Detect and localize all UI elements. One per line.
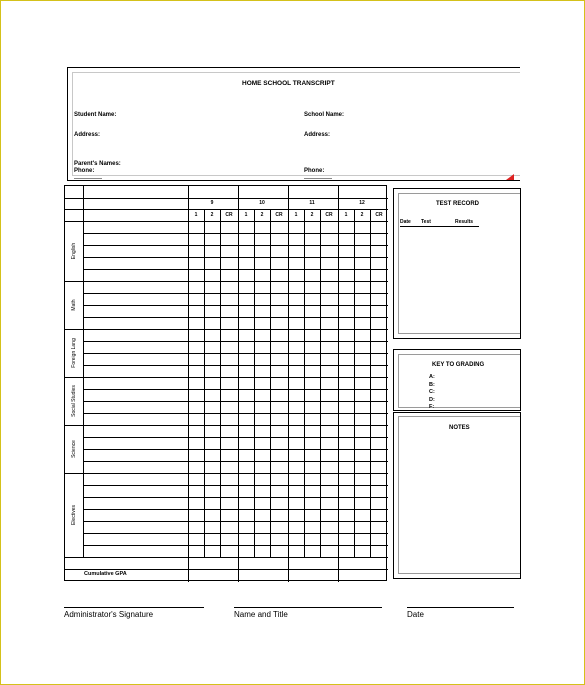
grade-key-a: A: — [429, 374, 435, 380]
table-row-line — [83, 221, 388, 222]
sub-column-line — [304, 209, 305, 557]
sub-column-2: 2 — [310, 212, 314, 218]
year-column-line — [288, 186, 289, 582]
table-row-line — [83, 437, 388, 438]
table-row-line — [83, 257, 388, 258]
sub-column-1: 1 — [294, 212, 298, 218]
header-inner-border — [72, 72, 520, 176]
sub-column-cr: CR — [225, 212, 233, 218]
sub-column-1: 1 — [194, 212, 198, 218]
administrator-signature-label: Administrator's Signature — [64, 610, 154, 619]
test-record-inner — [398, 193, 520, 334]
administrator-signature-line — [64, 607, 204, 608]
sub-column-cr: CR — [325, 212, 333, 218]
table-row-line — [83, 305, 388, 306]
sub-column-line — [270, 209, 271, 557]
table-row-line — [83, 269, 388, 270]
sub-column-line — [254, 209, 255, 557]
table-row-line — [83, 521, 388, 522]
year-header-12: 12 — [359, 200, 365, 206]
sub-column-1: 1 — [344, 212, 348, 218]
key-to-grading-panel — [393, 349, 521, 411]
date-label: Date — [407, 610, 424, 619]
field-rule-left — [74, 178, 102, 179]
table-row-line — [83, 365, 388, 366]
grade-key-c: C: — [429, 389, 435, 395]
grade-key-d: D: — [429, 396, 435, 403]
sub-column-1: 1 — [244, 212, 248, 218]
table-row-line — [83, 293, 388, 294]
grades-table — [64, 185, 387, 581]
subject-label-science: Science — [71, 440, 77, 458]
address-label-right: Address: — [304, 132, 331, 138]
table-row-line — [83, 413, 388, 414]
table-row-line — [83, 353, 388, 354]
sub-column-2: 2 — [210, 212, 214, 218]
table-row-line — [65, 209, 388, 210]
table-row-line — [65, 557, 388, 558]
subject-label-foreign-lang: Foreign Lang — [71, 338, 77, 368]
test-col-date: Date — [400, 219, 411, 225]
sub-column-line — [354, 209, 355, 557]
table-row-line — [83, 233, 388, 234]
table-row-line — [65, 569, 388, 570]
table-row-line — [83, 329, 388, 330]
subject-label-electives: Electives — [71, 505, 77, 526]
table-row-line — [83, 317, 388, 318]
table-row-line — [83, 401, 388, 402]
sub-column-cr: CR — [275, 212, 283, 218]
table-row-line — [83, 497, 388, 498]
phone-label-left: Phone: — [74, 168, 95, 174]
table-row-line — [83, 461, 388, 462]
parents-names-label: Parent's Names: — [74, 161, 121, 167]
sub-column-line — [370, 209, 371, 557]
subject-separator-line — [65, 557, 83, 558]
table-row-line — [83, 533, 388, 534]
table-row-line — [83, 473, 388, 474]
date-line — [407, 607, 514, 608]
test-record-title: TEST RECORD — [436, 201, 480, 207]
field-rule-right — [304, 178, 332, 179]
comment-marker-icon — [506, 174, 514, 180]
table-row-line — [83, 425, 388, 426]
year-header-9: 9 — [210, 200, 214, 206]
test-header-underline — [400, 226, 479, 227]
year-column-line — [238, 186, 239, 582]
document-title: HOME SCHOOL TRANSCRIPT — [242, 80, 335, 87]
sub-column-line — [204, 209, 205, 557]
sub-column-line — [320, 209, 321, 557]
subject-label-math: Math — [71, 299, 77, 311]
year-column-line — [188, 186, 189, 582]
table-row-line — [83, 377, 388, 378]
subject-label-english: English — [71, 242, 77, 260]
test-record-panel — [393, 188, 521, 339]
sub-column-line — [220, 209, 221, 557]
table-row-line — [83, 341, 388, 342]
sub-column-cr: CR — [375, 212, 383, 218]
cumulative-gpa-label: Cumulative GPA — [84, 571, 127, 577]
table-row-line — [83, 545, 388, 546]
notes-panel — [393, 412, 521, 579]
table-row-line — [83, 485, 388, 486]
grade-key-f: F: — [429, 404, 435, 410]
sub-column-2: 2 — [360, 212, 364, 218]
test-col-test: Test — [421, 219, 431, 225]
phone-label-right: Phone: — [304, 168, 325, 174]
grade-key-b: B: — [429, 381, 435, 388]
label-column-line — [83, 186, 84, 557]
sub-column-2: 2 — [260, 212, 264, 218]
table-row-line — [83, 389, 388, 390]
school-name-label: School Name: — [304, 112, 345, 118]
key-to-grading-title: KEY TO GRADING — [432, 362, 485, 368]
name-title-label: Name and Title — [234, 610, 288, 619]
table-row-line — [83, 509, 388, 510]
notes-inner — [398, 416, 520, 574]
notes-title: NOTES — [449, 425, 470, 431]
test-col-results: Results — [455, 219, 474, 225]
year-header-11: 11 — [309, 200, 315, 206]
name-title-line — [234, 607, 382, 608]
year-column-line — [338, 186, 339, 582]
subject-label-social-studies: Social Studies — [71, 385, 77, 417]
student-name-label: Student Name: — [74, 112, 117, 118]
table-row-line — [83, 245, 388, 246]
table-row-line — [83, 281, 388, 282]
address-label-left: Address: — [74, 132, 101, 138]
table-row-line — [83, 449, 388, 450]
table-row-line — [65, 198, 388, 199]
year-header-10: 10 — [259, 200, 265, 206]
